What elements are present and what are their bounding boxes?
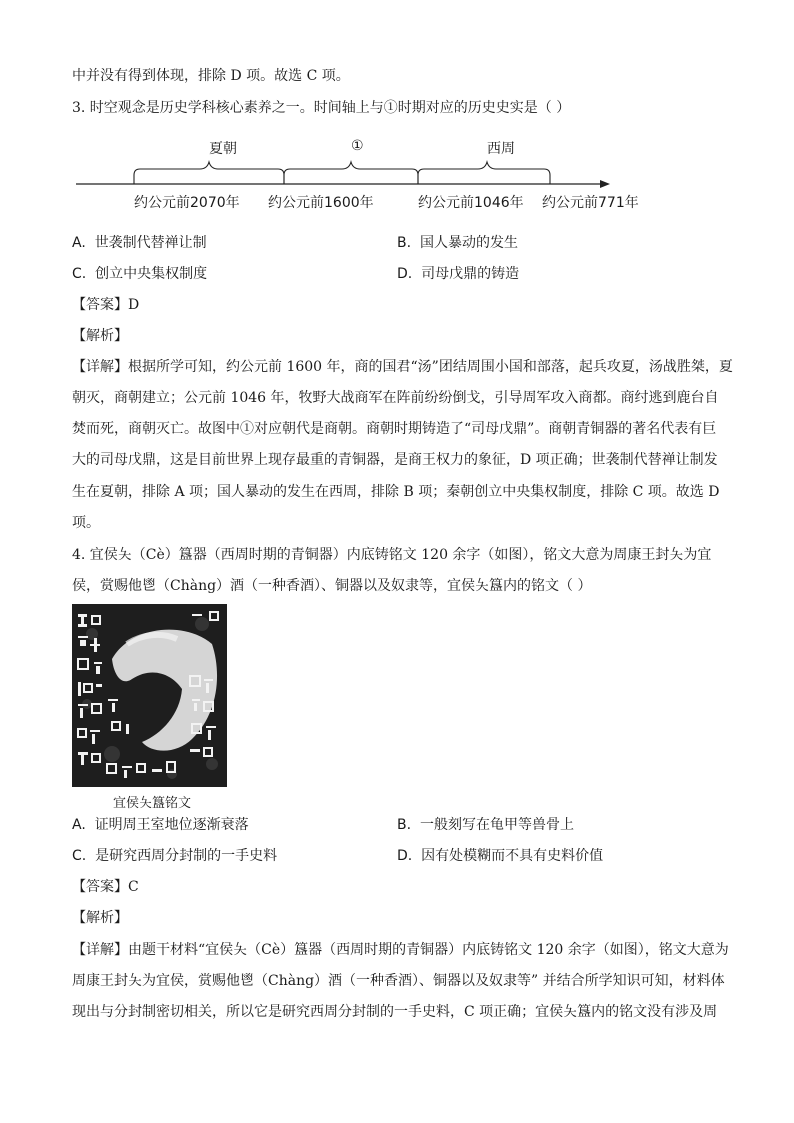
q3-analysis-heading: 【解析】	[72, 328, 128, 344]
q3-detail-line: 朝灭，商朝建立；公元前 1046 年，牧野大战商军在阵前纷纷倒戈，引导周军攻入商都。商纣逃到鹿台自	[72, 390, 719, 406]
q3-detail-line: 【详解】根据所学可知，约公元前 1600 年，商的国君“汤”团结周围小国和部落，起兵攻夏，汤战胜桀，夏	[72, 359, 733, 375]
timeline-date-label: 约公元前1600年	[268, 195, 374, 211]
q3-stem: 3. 时空观念是历史学科核心素养之一。时间轴上与①时期对应的历史史实是（ ）	[72, 100, 571, 116]
q4-option-b: B. 一般刻写在龟甲等兽骨上	[397, 817, 574, 833]
q4-option-a: A. 证明周王室地位逐渐衰落	[72, 817, 249, 833]
timeline-date-label: 约公元前1046年	[418, 195, 524, 211]
inscription-rubbing-image	[72, 604, 227, 787]
timeline-period-label: 夏朝	[209, 141, 237, 157]
timeline-date-label: 约公元前2070年	[134, 195, 240, 211]
q4-detail-line: 【详解】由题干材料“宜侯夨（Cè）簋器（西周时期的青铜器）内底铸铭文 120 余字（如图），铭文大意为	[72, 942, 729, 958]
q4-stem-line: 侯，赏赐他鬯（Chàng）酒（一种香酒）、铜器以及奴隶等，宜侯夨簋内的铭文（ ）	[72, 578, 592, 594]
q4-analysis-heading: 【解析】	[72, 910, 128, 926]
q4-option-d: D. 因有处模糊而不具有史料价值	[397, 848, 604, 864]
image-caption: 宜侯夨簋铭文	[112, 796, 191, 811]
timeline-date-label: 约公元前771年	[542, 195, 639, 211]
q4-answer: 【答案】C	[72, 879, 139, 895]
q3-option-c: C. 创立中央集权制度	[72, 266, 208, 282]
q3-detail-line: 项。	[72, 515, 100, 531]
previous-answer-tail: 中并没有得到体现，排除 D 项。故选 C 项。	[72, 68, 350, 84]
q4-stem-line: 4. 宜侯夨（Cè）簋器（西周时期的青铜器）内底铸铭文 120 余字（如图），铭文大意为周康王封夨为宜	[72, 547, 712, 563]
q4-detail-line: 现出与分封制密切相关，所以它是研究西周分封制的一手史料，C 项正确；宜侯夨簋内的铭文没有涉及周	[72, 1004, 718, 1020]
q3-detail-line: 生在夏朝，排除 A 项；国人暴动的发生在西周，排除 B 项；秦朝创立中央集权制度，排除 C 项。故选 D	[72, 484, 720, 500]
timeline-labels	[72, 135, 639, 215]
q4-option-c: C. 是研究西周分封制的一手史料	[72, 848, 278, 864]
q3-option-b: B. 国人暴动的发生	[397, 235, 518, 251]
q3-detail-line: 焚而死，商朝灭亡。故图中①对应朝代是商朝。商朝时期铸造了“司母戊鼎”。商朝青铜器的著名代表有巨	[72, 421, 717, 437]
q3-detail-line: 大的司母戊鼎，这是目前世界上现存最重的青铜器，是商王权力的象征，D 项正确；世袭制代替禅让制发	[72, 452, 718, 468]
q4-detail-line: 周康王封夨为宜侯，赏赐他鬯（Chàng）酒（一种香酒）、铜器以及奴隶等” 并结合所学知识可知，材料体	[72, 973, 725, 989]
q3-answer: 【答案】D	[72, 297, 140, 313]
timeline-period-label: ①	[351, 138, 364, 154]
q3-option-a: A. 世袭制代替禅让制	[72, 235, 207, 251]
q3-option-d: D. 司母戊鼎的铸造	[397, 266, 520, 282]
timeline-period-label: 西周	[487, 141, 515, 157]
